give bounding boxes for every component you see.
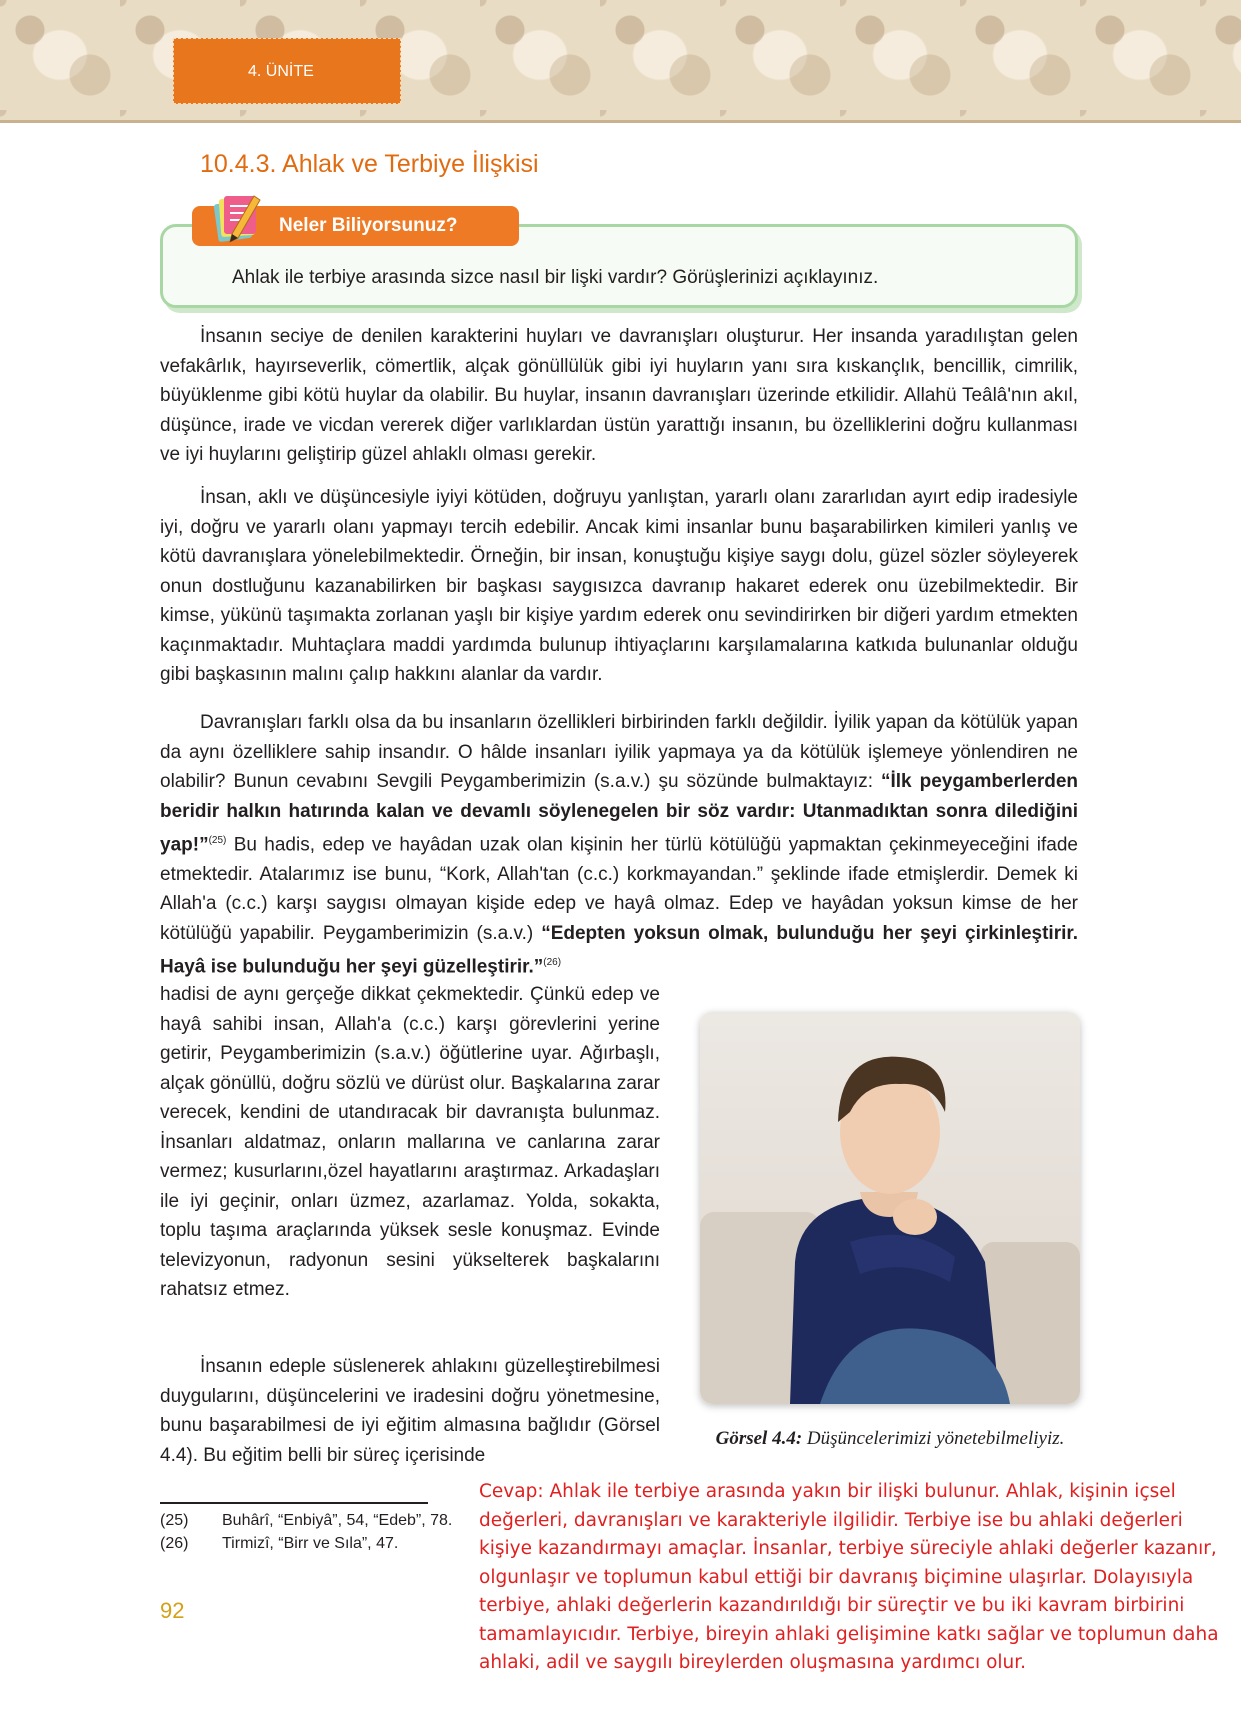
handwritten-answer: Cevap: Ahlak ile terbiye arasında yakın bir ilişki bulunur. Ahlak, kişinin içsel değerleri, davranışları ve karakteriyle ilgilidir. Terbiye ise bu ahlaki değerleri kişiye kazandırmayı amaçlar. İnsanlar, terbiye süreciyle ahlaki değerler kazanır, olgunlaşır ve toplumun kabul ettiği bir davranış biçimine ulaşırlar. Dolayısıyla terbiye, ahlaki değerlerin kazandırıldığı bir süreçtir ve bu iki kavram birbirini tamamlayıcıdır. Terbiye, bireyin ahlaki gelişimine katkı sağlar ve toplumun daha ahlaki, adil ve saygılı bireylerden oluşmasına yardımcı olur. (479, 1481, 1219, 1673)
hadith-quote-1: “İlk peygamberlerden beridir halkın hatırında kalan ve devamlı söylenegelen bir söz vardır: Utanmadıktan sonra dilediğini yap!” (160, 771, 1079, 856)
hadith-quote-2: “Edepten yoksun olmak, bulunduğu her şeyi çirkinleştirir. Hayâ ise bulunduğu her şeyi güzelleştirir.” (160, 922, 1079, 978)
paragraph-4-text: İnsanın edeple süslenerek ahlakını güzelleştirebilmesi duygularını, düşüncelerini ve iradesini doğru yönetmesine, bunu başarabilmesi de iyi eğitim almasına bağlıdır (Görsel 4.4). Bu eğitim belli bir süreç içerisinde (160, 1356, 660, 1466)
paragraph-2 (160, 483, 1078, 690)
figure-photo (700, 1012, 1080, 1404)
footnote-ref-26: (26) (543, 957, 562, 969)
paragraph-4 (160, 1352, 660, 1470)
figure-label: Görsel 4.4: (715, 1428, 803, 1449)
notes-pencil-icon (212, 190, 264, 246)
header-divider (0, 120, 1241, 123)
section-title: 10.4.3. Ahlak ve Terbiye İlişkisi (200, 150, 539, 178)
footnote-25 (160, 1512, 452, 1530)
paragraph-3-text-b: Bu hadis, edep ve hayâdan uzak olan kişinin her türlü kötülüğü yapmaktan çekinmeyeceğini ifade etmektedir. Atalarımız ise bunu, “Kork, Allah'tan (c.c.) korkmayandan.” şeklinde ifade etmişlerdir. Demek ki Allah'a (c.c.) karşı saygısı olmayan kişide edep ve hayâ olmaz. Edep ve hayâdan yoksun kimse de her kötülüğü yapabilir. Peygamberimizin (s.a.v.) (160, 834, 1078, 944)
paragraph-1 (160, 322, 1078, 470)
paragraph-3 (160, 708, 1078, 982)
footnote-26 (160, 1535, 398, 1553)
question-label: Neler Biliyorsunuz? (279, 215, 458, 236)
footnote-number: (26) (160, 1535, 189, 1552)
footnote-ref-25: (25) (208, 835, 227, 846)
figure-caption-text: Düşüncelerimizi yönetebilmeliyiz. (802, 1428, 1065, 1449)
paragraph-3-text-a: Davranışları farklı olsa da bu insanların özellikleri birbirinden farklı değildir. İyilik yapan da kötülük yapan da aynı özelliklere sahip insandır. O hâlde insanları iyilik yapmaya ya da kötülük işlemeye yönlendiren ne olabilir? Bunun cevabını Sevgili Peygamberimizin (s.a.v.) şu sözünde bulmaktayız: (160, 712, 1078, 792)
unit-label: 4. ÜNİTE (248, 63, 314, 80)
footnote-number: (25) (160, 1512, 189, 1529)
unit-tab (173, 38, 401, 104)
paragraph-3-continued: hadisi de aynı gerçeğe dikkat çekmektedir. Çünkü edep ve hayâ sahibi insan, Allah'a (c.c.) karşı görevlerini yerine getirir, Peygamberimizin (s.a.v.) öğütlerine uyar. Ağırbaşlı, alçak gönüllü, doğru sözlü ve dürüst olur. Başkalarına zarar verecek, kendini de utandıracak bir davranışta bulunmaz. İnsanları aldatmaz, onların mallarına ve canlarına zarar vermez; kusurlarını,özel hayatlarını araştırmaz. Arkadaşları ile iyi geçinir, onları üzmez, azarlamaz. Yolda, sokakta, toplu taşıma araçlarında yüksek sesle konuşmaz. Evinde televizyonun, radyonun sesini yükselterek başkalarını rahatsız etmez. (160, 984, 660, 1300)
thoughtful-teen-image (700, 1012, 1080, 1404)
footnote-rule (160, 1502, 428, 1504)
figure-caption (700, 1426, 1080, 1451)
footnote-text: Tirmizî, “Birr ve Sıla”, 47. (222, 1535, 399, 1552)
page-number: 92 (160, 1598, 185, 1623)
paragraph-2-text: İnsan, aklı ve düşüncesiyle iyiyi kötüden, doğruyu yanlıştan, yararlı olanı zararlıdan ayırt edip iradesiyle iyi, doğru ve yararlı olanı yapmayı tercih edebilir. Ancak kimi insanlar bunu başarabilirken kimileri yanlış ve kötü davranışlara yönelebilmektedir. Örneğin, bir insan, konuştuğu kişiye saygı dolu, güzel sözler söyleyerek onun dostluğunu kazanabilirken bir başkası saygısızca davranıp hakaret ederek onu üzebilmektedir. Bir kimse, yükünü taşımakta zorlanan yaşlı bir kişiye yardım ederek onu sevindirirken bir diğeri yardım etmekten kaçınmaktadır. Muhtaçlara maddi yardımda bulunup ihtiyaçlarını karşılamalarına katkıda bulunanlar olduğu gibi başkasının malını çalıp hakkını alanlar da vardır. (160, 487, 1078, 685)
footnote-text: Buhârî, “Enbiyâ”, 54, “Edeb”, 78. (222, 1512, 453, 1529)
paragraph-1-text: İnsanın seciye de denilen karakterini huyları ve davranışları oluşturur. Her insanda yaradılıştan gelen vefakârlık, hayırseverlik, cömertlik, alçak gönüllülük gibi iyi huyların yanı sıra kıskançlık, bencillik, cimrilik, büyüklenme gibi kötü huylar da olabilir. Bu huylar, insanın davranışları üzerinde etkilidir. Allahü Teâlâ'nın akıl, düşünce, irade ve vicdan vererek diğer varlıklardan üstün yarattığı insanın, bu özelliklerini doğru kullanması ve iyi huylarını geliştirip güzel ahlaklı olması gerekir. (160, 326, 1078, 465)
question-text: Ahlak ile terbiye arasında sizce nasıl bir lişki vardır? Görüşlerinizi açıklayınız. (232, 267, 879, 288)
